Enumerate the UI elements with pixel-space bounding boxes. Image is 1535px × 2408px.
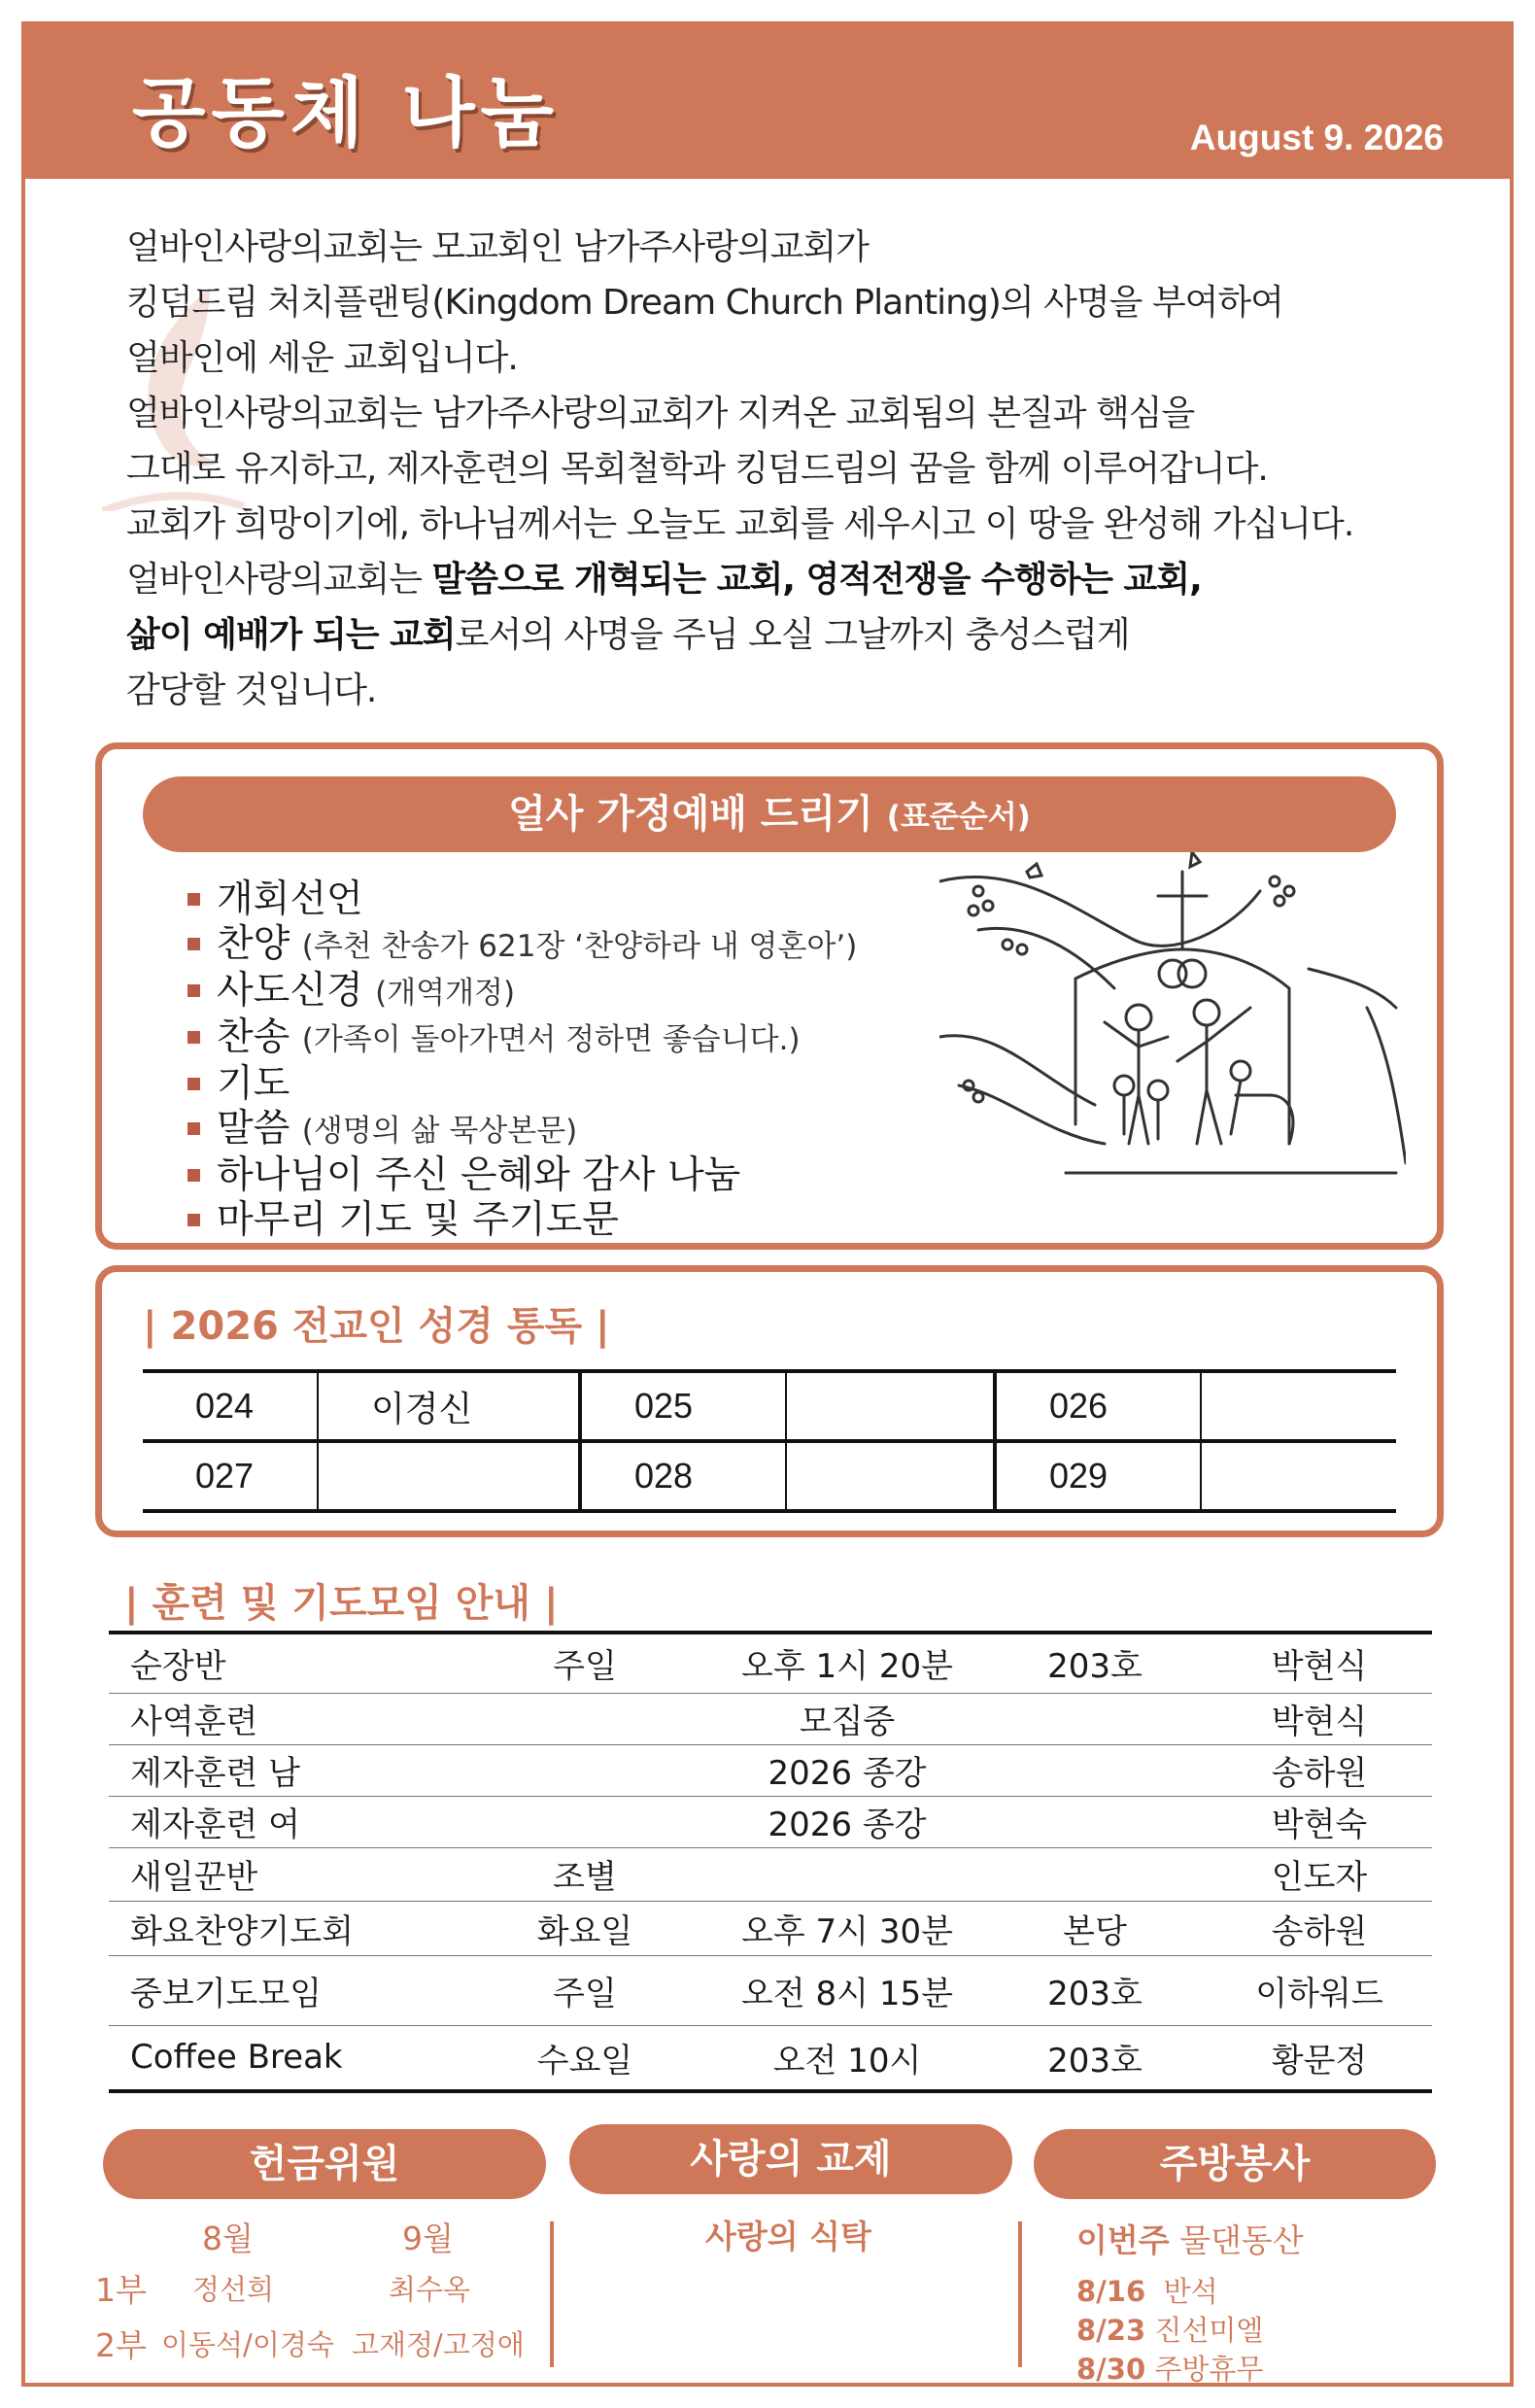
table-cell: 203호 (983, 1633, 1207, 1693)
bulletin-page (21, 21, 1514, 2387)
training-schedule-table (109, 1631, 1432, 2093)
table-cell: 박현숙 (1207, 1796, 1432, 1847)
table-cell (459, 1693, 711, 1744)
page-header (25, 25, 1510, 179)
kitchen-this-week (1076, 2216, 1304, 2261)
worship-step-note: (추천 찬송가 621장 ‘찬양하라 내 영혼아’) (301, 929, 858, 964)
kitchen-service-title: 주방봉사 (1034, 2129, 1436, 2199)
offering-row-2-sep: 고재정/고정애 (352, 2328, 525, 2361)
table-cell (318, 1441, 580, 1511)
kitchen-team: 반석 (1163, 2275, 1218, 2308)
table-cell: 026 (995, 1371, 1201, 1441)
mission-emphasis: 삶이 예배가 되는 교회 (126, 615, 456, 655)
table-cell: 화요일 (459, 1901, 711, 1955)
table-cell: 송하원 (1207, 1901, 1432, 1955)
column-divider (550, 2221, 554, 2367)
table-row (109, 2025, 1432, 2091)
table-cell: 이하워드 (1207, 1955, 1432, 2025)
kitchen-schedule-item (1076, 2270, 1218, 2310)
kitchen-schedule-item (1076, 2309, 1263, 2349)
offering-row-2-aug: 이동석/이경숙 (161, 2328, 334, 2361)
kitchen-team: 주방휴무 (1154, 2353, 1264, 2386)
table-cell: 제자훈련 여 (109, 1796, 459, 1847)
church-mission-statement (126, 220, 1486, 718)
table-cell: 주일 (459, 1633, 711, 1693)
table-cell: 본당 (983, 1901, 1207, 1955)
table-row (109, 1693, 1432, 1744)
column-divider (1018, 2221, 1022, 2367)
mission-line: 그대로 유지하고, 제자훈련의 목회철학과 킹덤드림의 꿈을 함께 이루어갑니다. (126, 449, 1268, 489)
table-cell (1201, 1371, 1396, 1441)
worship-step (188, 1107, 857, 1153)
table-cell: 사역훈련 (109, 1693, 459, 1744)
table-row (109, 1744, 1432, 1796)
page-title: 공동체 나눔 (132, 70, 560, 157)
offering-row-1-label: 1부 (95, 2271, 147, 2309)
table-cell (983, 1744, 1207, 1796)
table-cell: 박현식 (1207, 1633, 1432, 1693)
table-cell (983, 1693, 1207, 1744)
table-cell: 2026 종강 (711, 1744, 983, 1796)
table-row (143, 1371, 1396, 1441)
mission-text: 로서의 사명을 주님 오실 그날까지 충성스럽게 (455, 615, 1130, 655)
table-row (109, 1901, 1432, 1955)
family-worship-box (95, 742, 1444, 1250)
worship-step-label: 기도 (217, 1062, 290, 1106)
offering-committee-title: 헌금위원 (103, 2129, 546, 2199)
table-cell: 황문정 (1207, 2025, 1432, 2091)
worship-step-label: 마무리 기도 및 주기도문 (217, 1198, 619, 1242)
worship-step-note: (개역개정) (375, 976, 516, 1011)
table-cell (983, 1796, 1207, 1847)
table-row (109, 1955, 1432, 2025)
table-cell: 주일 (459, 1955, 711, 2025)
worship-step (188, 922, 857, 969)
kitchen-schedule-item (1076, 2348, 1263, 2388)
worship-step-note: (가족이 돌아가면서 정하면 좋습니다.) (301, 1022, 801, 1057)
kitchen-date: 8/30 (1076, 2353, 1146, 2386)
table-cell: 새일꾼반 (109, 1847, 459, 1901)
table-row (143, 1441, 1396, 1511)
mission-line: 얼바인사랑의교회는 모교회인 남가주사랑의교회가 (126, 227, 869, 267)
mission-line: 감당할 것입니다. (126, 671, 377, 710)
table-cell: 화요찬양기도회 (109, 1901, 459, 1955)
worship-step (188, 1198, 857, 1243)
worship-step-label: 하나님이 주신 은혜와 감사 나눔 (217, 1153, 741, 1197)
worship-step (188, 877, 857, 922)
mission-line: 얼바인사랑의교회는 남가주사랑의교회가 지켜온 교회됨의 본질과 핵심을 (126, 394, 1195, 433)
kitchen-date: 8/16 (1076, 2275, 1146, 2308)
mission-line (126, 607, 1486, 663)
worship-step (188, 1062, 857, 1107)
kitchen-this-week-label: 이번주 (1076, 2221, 1170, 2259)
table-cell (459, 1796, 711, 1847)
table-row (109, 1633, 1432, 1693)
mission-line (126, 552, 1486, 607)
worship-step-label: 사도신경 (217, 969, 363, 1013)
worship-order-list (188, 877, 857, 1243)
family-worship-title-note: (표준순서) (886, 800, 1031, 835)
table-cell: 순장반 (109, 1633, 459, 1693)
table-cell: 박현식 (1207, 1693, 1432, 1744)
mission-emphasis: 말씀으로 개혁되는 교회, 영적전쟁을 수행하는 교회, (431, 560, 1202, 600)
family-worship-title (143, 776, 1396, 852)
kitchen-team: 진선미엘 (1154, 2314, 1264, 2347)
table-row (109, 1847, 1432, 1901)
table-cell: 제자훈련 남 (109, 1744, 459, 1796)
table-cell: 조별 (459, 1847, 711, 1901)
offering-month-1: 8월 (202, 2219, 254, 2257)
worship-step (188, 1015, 857, 1062)
bible-reading-box (95, 1265, 1444, 1537)
table-cell (711, 1847, 983, 1901)
offering-row-2-label: 2부 (95, 2326, 147, 2364)
table-cell: 028 (580, 1441, 786, 1511)
table-cell: 이경신 (318, 1371, 580, 1441)
table-cell: 수요일 (459, 2025, 711, 2091)
table-cell (786, 1441, 995, 1511)
family-church-illustration (939, 852, 1406, 1202)
table-cell: 203호 (983, 1955, 1207, 2025)
table-cell (459, 1744, 711, 1796)
worship-step-label: 개회선언 (217, 877, 363, 921)
table-cell: 025 (580, 1371, 786, 1441)
table-cell: Coffee Break (109, 2025, 459, 2091)
table-cell: 오후 1시 20분 (711, 1633, 983, 1693)
kitchen-date: 8/23 (1076, 2314, 1146, 2347)
table-cell (1201, 1441, 1396, 1511)
table-cell: 203호 (983, 2025, 1207, 2091)
table-cell (983, 1847, 1207, 1901)
training-section-title: | 훈련 및 기도모임 안내 | (124, 1581, 559, 1626)
table-cell: 024 (143, 1371, 318, 1441)
mission-line: 킹덤드림 처치플랜팅(Kingdom Dream Church Planting)의 사명을 부여하여 (126, 283, 1283, 323)
table-cell: 오후 7시 30분 (711, 1901, 983, 1955)
kitchen-this-week-value: 물댄동산 (1179, 2221, 1304, 2259)
table-cell: 모집중 (711, 1693, 983, 1744)
mission-line: 교회가 희망이기에, 하나님께서는 오늘도 교회를 세우시고 이 땅을 완성해 가십니다. (126, 504, 1354, 544)
table-cell: 인도자 (1207, 1847, 1432, 1901)
fellowship-title: 사랑의 교제 (569, 2124, 1012, 2194)
table-cell (786, 1371, 995, 1441)
worship-step-label: 찬양 (217, 922, 290, 966)
worship-step-label: 말씀 (217, 1107, 290, 1151)
mission-text: 얼바인사랑의교회는 (126, 560, 432, 600)
bible-reading-title: | 2026 전교인 성경 통독 | (143, 1304, 610, 1349)
mission-line: 얼바인에 세운 교회입니다. (126, 338, 518, 378)
offering-month-2: 9월 (402, 2219, 454, 2257)
table-cell: 027 (143, 1441, 318, 1511)
table-cell: 중보기도모임 (109, 1955, 459, 2025)
table-cell: 2026 종강 (711, 1796, 983, 1847)
bible-reading-table (143, 1369, 1396, 1513)
worship-step (188, 1153, 857, 1198)
table-cell: 029 (995, 1441, 1201, 1511)
offering-row-1-sep: 최수옥 (389, 2273, 471, 2306)
table-cell: 송하원 (1207, 1744, 1432, 1796)
fellowship-text: 사랑의 식탁 (705, 2218, 871, 2255)
table-cell: 오전 10시 (711, 2025, 983, 2091)
table-row (109, 1796, 1432, 1847)
worship-step (188, 969, 857, 1015)
worship-step-label: 찬송 (217, 1015, 290, 1059)
table-cell: 오전 8시 15분 (711, 1955, 983, 2025)
family-worship-title-text: 얼사 가정예배 드리기 (508, 792, 873, 837)
bulletin-date: August 9. 2026 (1189, 118, 1444, 157)
offering-row-1-aug: 정선희 (192, 2273, 275, 2306)
worship-step-note: (생명의 삶 묵상본문) (301, 1114, 578, 1149)
